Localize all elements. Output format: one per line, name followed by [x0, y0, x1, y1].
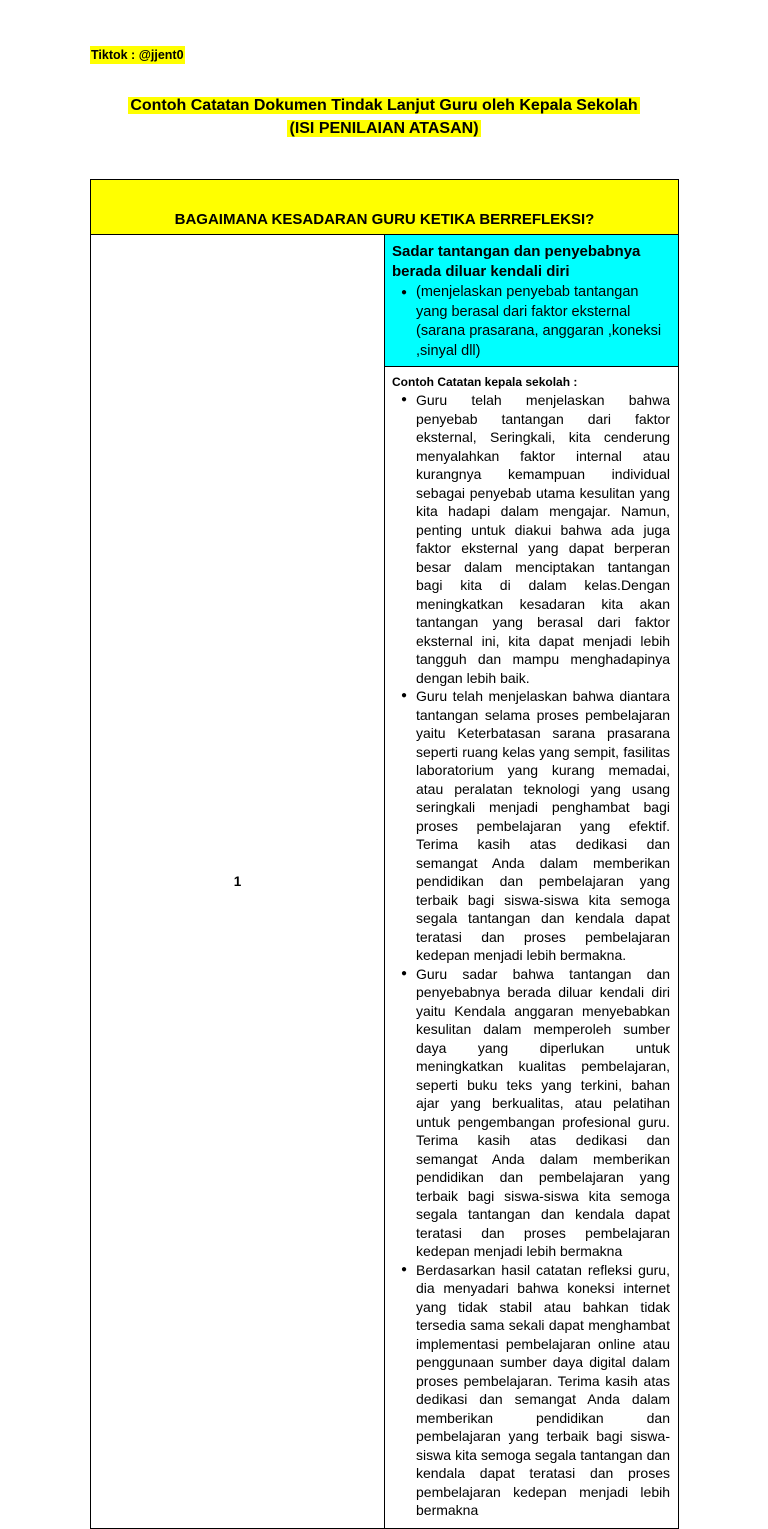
criterion-row: [91, 235, 679, 367]
note-text: Berdasarkan hasil catatan refleksi guru, dia menyadari bahwa koneksi internet yang tidak stabil atau bahkan tidak tersedia sama sekali dapat menghambat implementasi pembelajaran online atau penggunaan sumber daya digital dalam proses pembelajaran. Terima kasih atas dedikasi dan semangat Anda dalam memberikan pendidikan dan pembelajaran yang terbaik bagi siswa-siswa kita semoga segala tantangan dan kendala dapat teratasi dan proses pembelajaran kedepan menjadi lebih bermakna: [416, 1261, 670, 1518]
note-item: [392, 1261, 670, 1520]
note-text: Guru sadar bahwa tantangan dan penyebabnya berada diluar kendali diri yaitu Kendala anggaran menyebabkan kesulitan dalam memperoleh sumber daya yang diperlukan untuk meningkatkan kualitas pembelajaran, seperti buku teks yang terkini, bahan ajar yang berkualitas, atau pelatihan untuk pengembangan profesional guru. Terima kasih atas dedikasi dan semangat Anda dalam memberikan pendidikan dan pembelajaran yang terbaik bagi siswa-siswa kita semoga segala tantangan dan kendala dapat teratasi dan proses pembelajaran kedepan menjadi lebih bermakna: [416, 965, 670, 1259]
tiktok-handle: Tiktok : @jjent0: [91, 48, 184, 62]
criterion-description: [392, 283, 670, 361]
note-item: [392, 687, 670, 965]
criterion-title: Sadar tantangan dan penyebabnya berada diluar kendali diri: [392, 243, 641, 280]
bullet-icon: ●: [400, 690, 408, 701]
bullet-icon: ●: [400, 967, 408, 979]
note-text: Guru telah menjelaskan bahwa diantara tantangan selama proses pembelajaran yaitu Keterbatasan sarana prasarana seperti ruang kelas yang sempit, fasilitas laboratorium yang kurang memadai, atau peralatan teknologi yang usang seringkali menjadi penghambat bagi proses pembelajaran yang efektif. Terima kasih atas dedikasi dan semangat Anda dalam memberikan pendidikan dan pembelajaran yang terbaik bagi siswa-siswa kita semoga segala tantangan dan kendala dapat teratasi dan proses pembelajaran kedepan menjadi lebih bermakna.: [416, 688, 670, 963]
page-title-line2: (ISI PENILAIAN ATASAN): [289, 120, 479, 137]
notes-title: Contoh Catatan kepala sekolah :: [392, 375, 578, 389]
table-header-row: [91, 180, 679, 235]
note-text: Guru telah menjelaskan bahwa penyebab tantangan dari faktor eksternal, Seringkali, kita cenderung menyalahkan faktor internal atau kurangnya kemampuan individual sebagai penyebab utama kesulitan yang kita hadapi dalam mengajar. Namun, penting untuk diakui bahwa ada juga faktor eksternal yang dapat berperan besar dalam menciptakan tantangan bagi kita di dalam kelas.Dengan meningkatkan kesadaran kita akan tantangan yang berasal dari faktor eksternal ini, kita dapat menjadi lebih tangguh dan mampu menghadapinya dengan lebih baik.: [416, 392, 670, 686]
page-title: [0, 94, 768, 117]
criterion-desc-text: (menjelaskan penyebab tantangan yang berasal dari faktor eksternal (sarana prasarana, anggaran ,koneksi ,sinyal dll): [416, 284, 662, 359]
note-item: [392, 391, 670, 687]
notes-cell: [385, 367, 679, 1529]
bullet-icon: ●: [400, 1263, 408, 1275]
assessment-table: [90, 179, 679, 1529]
row-number: 1: [91, 235, 385, 1529]
note-item: [392, 965, 670, 1261]
question-header: BAGAIMANA KESADARAN GURU KETIKA BERREFLEKSI?: [91, 180, 679, 235]
criterion-cell: [385, 235, 679, 367]
bullet-icon: ●: [400, 394, 408, 405]
bullet-icon: ●: [400, 287, 408, 298]
page-subtitle: [0, 117, 768, 140]
page-title-line1: Contoh Catatan Dokumen Tindak Lanjut Guru oleh Kepala Sekolah: [130, 97, 638, 114]
